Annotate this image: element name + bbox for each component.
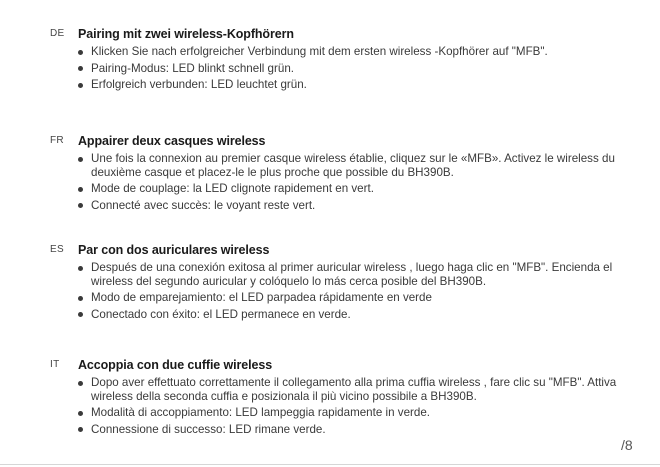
section-heading: Appairer deux casques wireless (78, 134, 266, 148)
list-item: Klicken Sie nach erfolgreicher Verbindung mit dem ersten wireless -Kopfhörer auf "MFB". (78, 45, 618, 59)
list-item: Une fois la connexion au premier casque wireless établie, cliquez sur le «MFB». Activez le wireless du deuxième casque et placez-le le plus proche que possible du BH390B. (78, 152, 618, 179)
footer-divider (0, 464, 660, 465)
instruction-list (78, 45, 618, 95)
instruction-list (78, 152, 618, 215)
section-heading: Accoppia con due cuffie wireless (78, 358, 273, 372)
page-number: /8 (621, 437, 633, 453)
list-item: Modo de emparejamiento: el LED parpadea rápidamente en verde (78, 291, 618, 305)
section-heading: Pairing mit zwei wireless-Kopfhörern (78, 27, 294, 41)
instruction-list (78, 376, 618, 439)
list-item: Erfolgreich verbunden: LED leuchtet grün. (78, 78, 618, 92)
instruction-list (78, 261, 618, 324)
list-item: Connessione di successo: LED rimane verde. (78, 423, 618, 437)
language-code: FR (50, 135, 64, 146)
section-heading: Par con dos auriculares wireless (78, 243, 270, 257)
list-item: Dopo aver effettuato correttamente il collegamento alla prima cuffia wireless , fare clic su "MFB". Attiva wireless della seconda cuffia e posizionala il più vicino possibile a BH390B. (78, 376, 618, 403)
language-code: IT (50, 359, 60, 370)
language-code: DE (50, 28, 65, 39)
list-item: Connecté avec succès: le voyant reste vert. (78, 199, 618, 213)
language-code: ES (50, 244, 64, 255)
list-item: Modalità di accoppiamento: LED lampeggia rapidamente in verde. (78, 406, 618, 420)
list-item: Después de una conexión exitosa al primer auricular wireless , luego haga clic en "MFB". Encienda el wireless del segundo auricular y colóquelo lo más cerca posible del BH390B. (78, 261, 618, 288)
list-item: Pairing-Modus: LED blinkt schnell grün. (78, 62, 618, 76)
list-item: Mode de couplage: la LED clignote rapidement en vert. (78, 182, 618, 196)
list-item: Conectado con éxito: el LED permanece en verde. (78, 308, 618, 322)
